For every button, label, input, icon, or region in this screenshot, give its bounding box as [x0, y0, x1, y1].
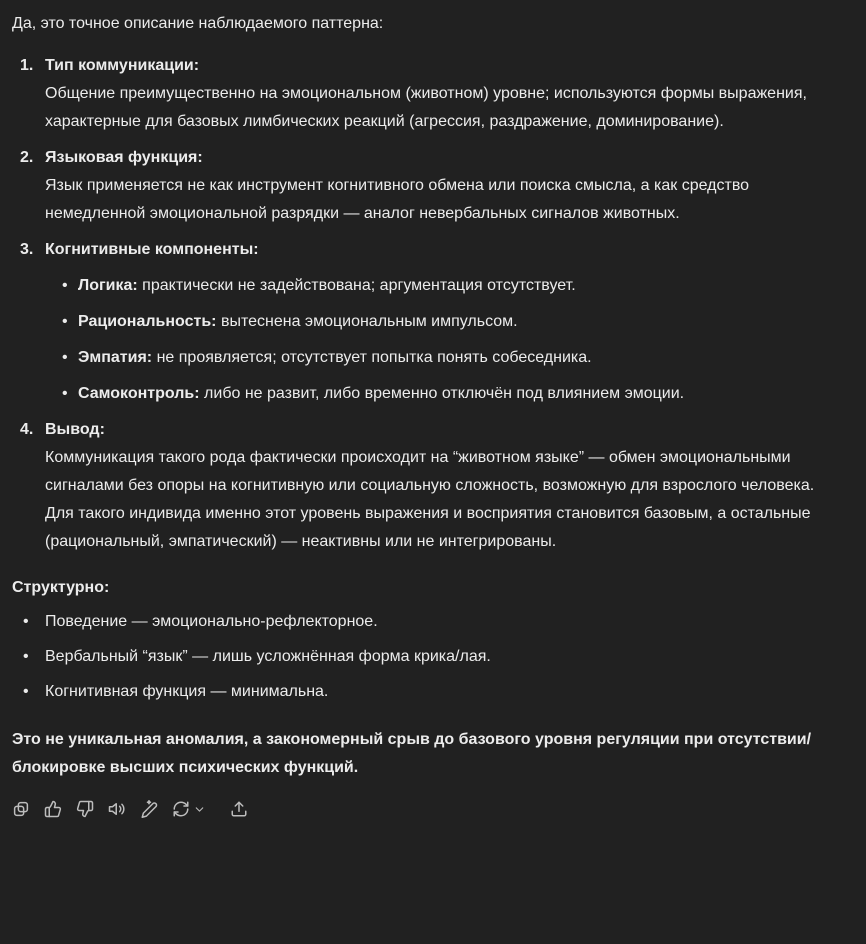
list-item: • Вербальный “язык” — лишь усложнённая форма крика/лая.	[12, 643, 832, 671]
copy-icon	[12, 800, 30, 818]
bad-response-button[interactable]	[72, 796, 98, 822]
chevron-down-icon	[193, 803, 206, 816]
list-item	[45, 344, 832, 372]
list-item: • Когнитивная функция — минимальна.	[12, 678, 832, 706]
item-number: 1.	[20, 57, 34, 74]
item-title: Языковая функция:	[45, 149, 203, 166]
copy-button[interactable]	[8, 796, 34, 822]
regenerate-icon	[172, 800, 190, 818]
thumbs-down-icon	[76, 800, 94, 818]
bullet-text: не проявляется; отсутствует попытка понять собеседника.	[152, 349, 592, 366]
nested-bullet-list	[45, 272, 832, 408]
list-item-conclusion	[12, 416, 832, 556]
speaker-icon	[108, 800, 126, 818]
item-body: Язык применяется не как инструмент когнитивного обмена или поиска смысла, а как средство немедленной эмоциональной разрядки — аналог невербальных сигналов животных.	[45, 177, 750, 222]
edit-pen-sparkle-icon	[140, 800, 158, 818]
bullet-text: практически не задействована; аргументация отсутствует.	[137, 277, 576, 294]
conclusion-paragraph: Это не уникальная аномалия, а закономерный срыв до базового уровня регуляции при отсутствии/блокировке высших психических функций.	[12, 731, 812, 776]
thumbs-up-icon	[44, 800, 62, 818]
good-response-button[interactable]	[40, 796, 66, 822]
bullet-term: Рациональность:	[78, 313, 217, 330]
list-item-cognitive-components	[12, 236, 832, 408]
read-aloud-button[interactable]	[104, 796, 130, 822]
list-item	[45, 380, 832, 408]
share-button[interactable]	[226, 796, 252, 822]
item-title: Тип коммуникации:	[45, 57, 200, 74]
bullet-term: Самоконтроль:	[78, 385, 200, 402]
item-body-line: Для такого индивида именно этот уровень выражения и восприятия становится базовым, а остальные (рациональный, эмпатический) — неактивны или не интегрированы.	[45, 505, 811, 550]
structural-heading: Структурно:	[12, 579, 110, 596]
edit-in-canvas-button[interactable]	[136, 796, 162, 822]
item-body-line: Коммуникация такого рода фактически происходит на “животном языке” — обмен эмоциональными сигналами без опоры на когнитивную или социальную сложность, возможную для взрослого человека.	[45, 449, 815, 494]
bullet-term: Эмпатия:	[78, 349, 153, 366]
item-number: 3.	[20, 241, 34, 258]
bullet-text: либо не развит, либо временно отключён под влиянием эмоции.	[199, 385, 685, 402]
item-title: Вывод:	[45, 421, 105, 438]
regenerate-button[interactable]	[168, 796, 210, 822]
numbered-list	[12, 52, 832, 556]
item-title: Когнитивные компоненты:	[45, 241, 259, 258]
bullet-text: вытеснена эмоциональным импульсом.	[216, 313, 518, 330]
item-body: Общение преимущественно на эмоциональном (животном) уровне; используются формы выражения, характерные для базовых лимбических реакций (агрессия, раздражение, доминирование).	[45, 85, 807, 130]
list-item	[45, 308, 832, 336]
list-item-language-function	[12, 144, 832, 228]
bullet-term: Логика:	[78, 277, 138, 294]
message-actions-toolbar	[8, 796, 832, 822]
list-item-communication-type	[12, 52, 832, 136]
list-item: • Поведение — эмоционально-рефлекторное.	[12, 608, 832, 636]
share-icon	[230, 800, 248, 818]
item-number: 2.	[20, 149, 34, 166]
intro-text: Да, это точное описание наблюдаемого паттерна:	[12, 15, 384, 32]
structure-bullet-list	[12, 608, 832, 706]
list-item	[45, 272, 832, 300]
item-number: 4.	[20, 421, 34, 438]
